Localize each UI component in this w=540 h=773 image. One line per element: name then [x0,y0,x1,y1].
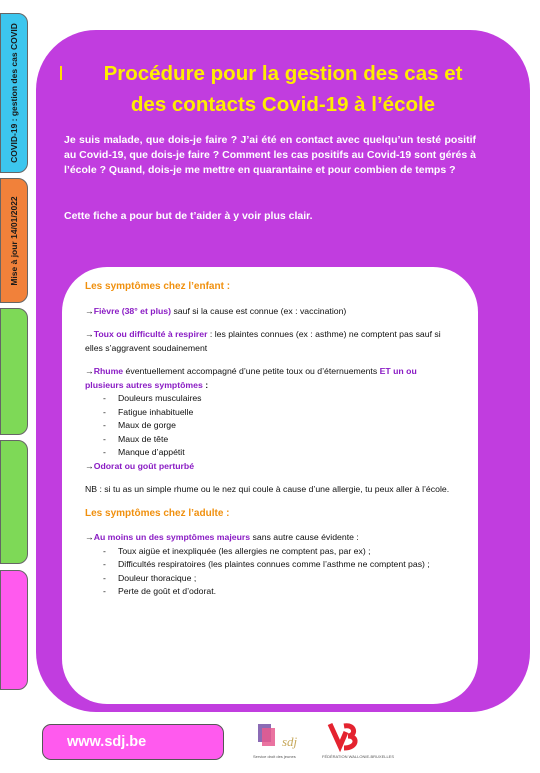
sdj-logo [252,720,302,764]
side-tab-covid [0,13,28,173]
fwb-logo-mark [330,724,346,746]
fever-item [85,305,455,319]
arrow-right-icon: → [85,366,94,376]
side-tab-update-label: Mise à jour 14/01/2022 [9,195,19,286]
list-item: - Maux de tête [85,433,455,447]
intro-questions: Je suis malade, que dois-je faire ? J’ai été en contact avec quelqu’un testé positif au Covid-19, que dois-je faire ? Comment les cas positifs au Covid-19 sont gérés à l’école ? Quand, dois-je me mettre en quarantaine et pour combien de temps ? [64,134,476,176]
sdj-logo-text: sdj [282,734,298,749]
cold-other-symptoms: un ou plusieurs autres symptômes [85,366,417,390]
child-symptoms-heading: Les symptômes chez l’enfant : [85,281,231,292]
arrow-right-icon: → [85,532,94,542]
page-title [40,58,526,120]
cold-label: Rhume [93,366,124,376]
cold-item [85,365,455,392]
website-link[interactable]: www.sdj.be [42,724,224,760]
arrow-right-icon: → [85,305,94,316]
cough-item [85,328,455,355]
arrow-right-icon: → [85,329,94,339]
side-tab-pink [0,570,28,690]
nb-note: NB : si tu as un simple rhume ou le nez qui coule à cause d’une allergie, tu peux aller à l’école. [85,484,450,494]
list-item: - Manque d’appétit [85,446,455,460]
side-tab-update [0,178,28,303]
cough-text: : les plaintes connues (ex : asthme) ne comptent pas sauf si elles s’aggravent soudainement [85,329,441,353]
list-item: - Douleur thoracique ; [85,572,455,586]
child-symptom-list [85,392,455,460]
list-item: - Difficultés respiratoires (les plaintes connues comme l’asthme ne comptent pas) ; [85,558,455,572]
cold-et: ET [379,366,391,376]
intro-purpose: Cette fiche a pour but de t’aider à y voir plus clair. [64,210,313,222]
title-line-2: des contacts Covid-19 à l’école [130,93,436,116]
side-tab-green-1 [0,308,28,435]
list-item: - Perte de goût et d’odorat. [85,585,455,599]
adult-symptom-list [85,545,455,599]
side-tab-green-2 [0,440,28,564]
cold-text: éventuellement accompagné d’une petite toux ou d’éternuements [123,366,380,376]
list-item: - Toux aigüe et inexpliquée (les allergies ne comptent pas, par ex) ; [85,545,455,559]
symptoms-content [85,280,455,599]
fwb-logo [322,718,395,766]
major-label: Au moins un des symptômes majeurs [93,532,251,542]
cough-label: Toux ou difficulté à respirer [93,329,208,339]
list-item: - Fatigue inhabituelle [85,406,455,420]
arrow-right-icon: → [85,460,94,471]
fwb-logo-caption: FÉDÉRATION WALLONIE-BRUXELLES [322,754,395,759]
fever-label: Fièvre (38° et plus) [93,305,172,316]
major-text: sans autre cause évidente : [250,532,359,542]
title-line-1: Procédure pour la gestion des cas et [103,62,463,85]
list-item: - Douleurs musculaires [85,392,455,406]
smell-label: Odorat ou goût perturbé [93,460,195,471]
fever-text: sauf si la cause est connue (ex : vaccination) [171,305,347,316]
major-item [85,531,455,545]
sdj-logo-caption: Service droit des jeunes [253,754,296,759]
side-tab-covid-label: COVID-19 : gestion des cas COVID [9,23,19,163]
smell-item [85,460,455,474]
list-item: - Maux de gorge [85,419,455,433]
sdj-logo-page [262,728,275,746]
adult-symptoms-heading: Les symptômes chez l’adulte : [85,507,230,519]
cold-colon: : [202,379,209,390]
